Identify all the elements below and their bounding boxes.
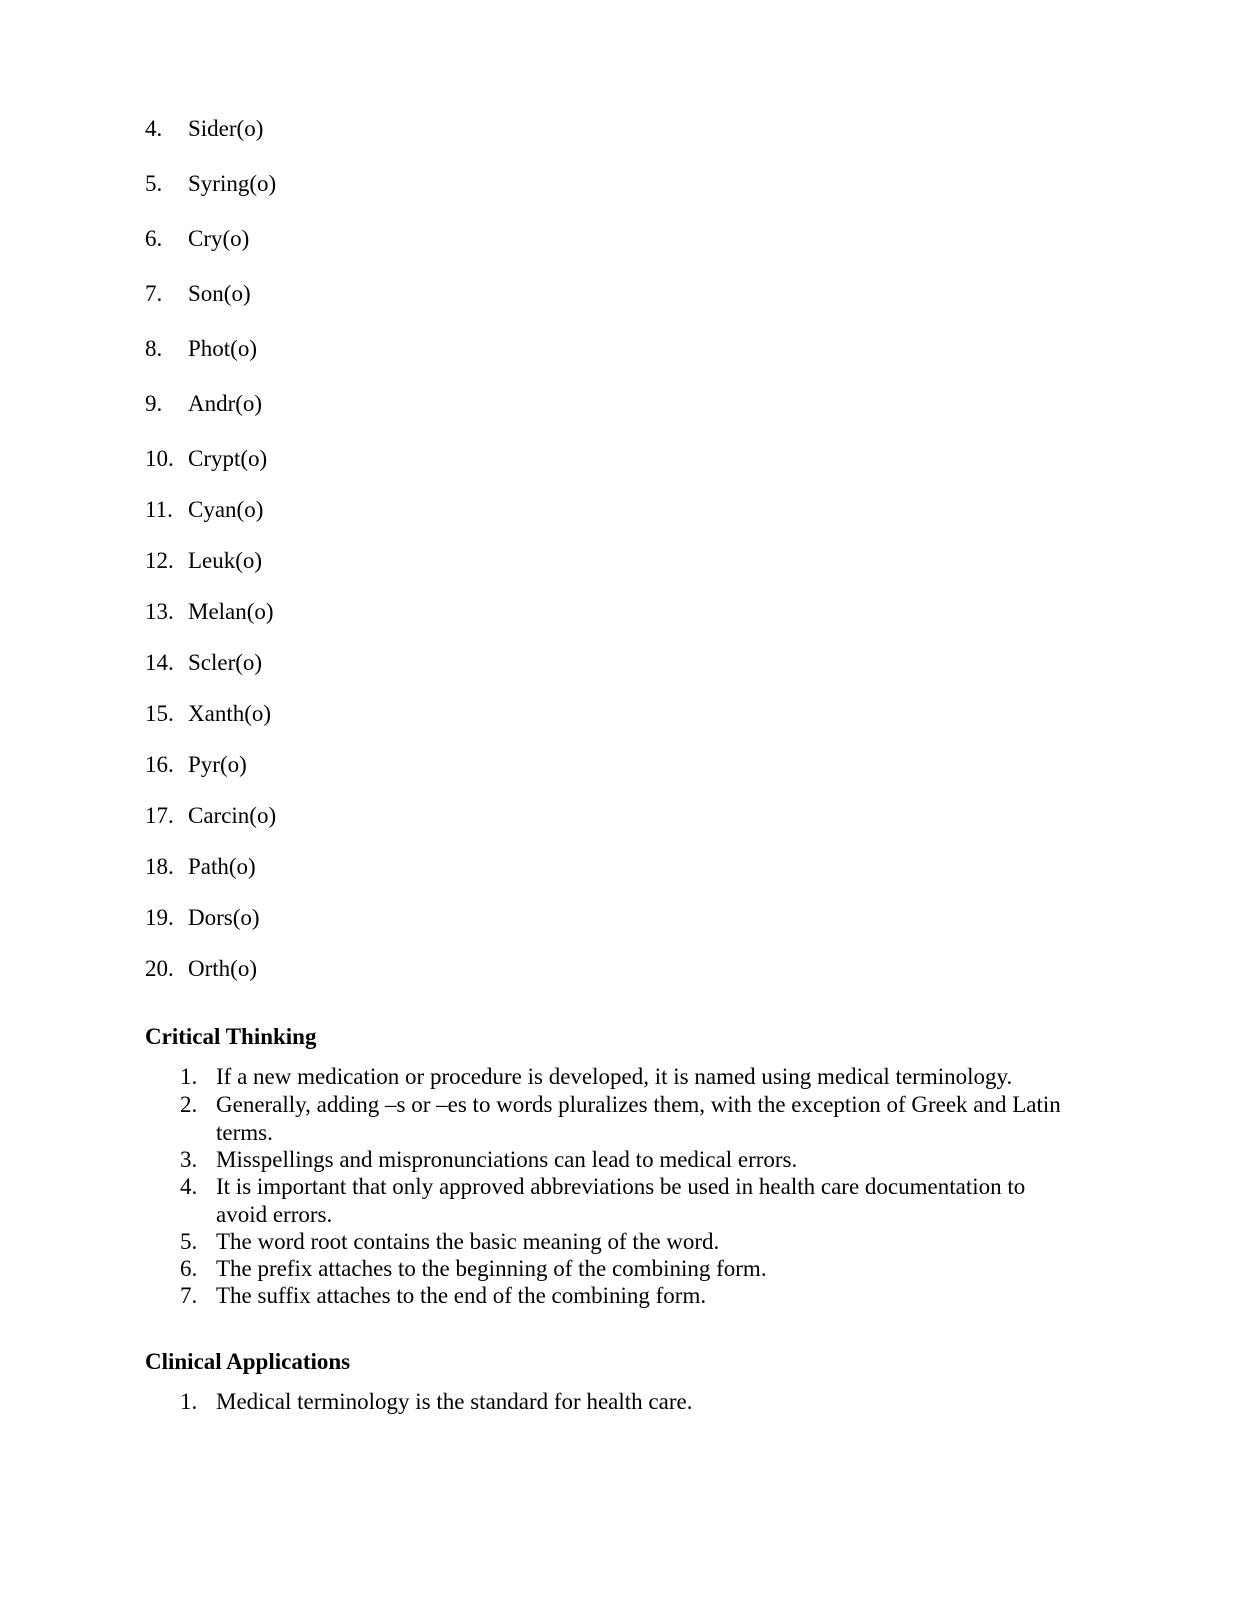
critical-thinking-heading: Critical Thinking	[145, 1024, 317, 1049]
term-text: Dors(o)	[188, 905, 260, 930]
item-text: It is important that only approved abbreviations be used in health care documentation to avoid errors.	[216, 1174, 1026, 1227]
item-number: 7.	[180, 1283, 198, 1308]
item-text: Misspellings and mispronunciations can lead to medical errors.	[216, 1147, 798, 1172]
term-number: 16.	[145, 752, 174, 777]
term-text: Carcin(o)	[188, 803, 277, 828]
term-text: Andr(o)	[188, 391, 263, 416]
item-number: 6.	[180, 1256, 198, 1281]
term-number: 15.	[145, 701, 174, 726]
term-text: Syring(o)	[188, 171, 277, 196]
item-text: Medical terminology is the standard for health care.	[216, 1389, 693, 1414]
term-number: 7.	[145, 281, 163, 306]
term-number: 8.	[145, 336, 163, 361]
term-number: 14.	[145, 650, 174, 675]
item-text: The prefix attaches to the beginning of the combining form.	[216, 1256, 767, 1281]
term-text: Son(o)	[188, 281, 251, 306]
term-text: Path(o)	[188, 854, 256, 879]
term-number: 13.	[145, 599, 174, 624]
term-text: Cyan(o)	[188, 497, 264, 522]
critical-thinking-item	[180, 1146, 1080, 1174]
term-number: 10.	[145, 446, 174, 471]
term-number: 20.	[145, 956, 174, 981]
term-number: 6.	[145, 226, 163, 251]
item-number: 4.	[180, 1174, 198, 1199]
critical-thinking-item	[180, 1173, 1080, 1229]
term-number: 17.	[145, 803, 174, 828]
term-text: Pyr(o)	[188, 752, 247, 777]
item-number: 1.	[180, 1064, 198, 1089]
term-number: 11.	[145, 497, 173, 522]
term-number: 5.	[145, 171, 163, 196]
item-text: The word root contains the basic meaning of the word.	[216, 1229, 720, 1254]
term-number: 19.	[145, 905, 174, 930]
term-text: Cry(o)	[188, 226, 250, 251]
term-text: Sider(o)	[188, 116, 264, 141]
clinical-applications-item	[180, 1388, 1080, 1416]
term-number: 4.	[145, 116, 163, 141]
critical-thinking-item	[180, 1282, 1080, 1310]
item-number: 2.	[180, 1092, 198, 1117]
item-text: If a new medication or procedure is developed, it is named using medical terminology.	[216, 1064, 1013, 1089]
term-text: Leuk(o)	[188, 548, 263, 573]
term-text: Crypt(o)	[188, 446, 268, 471]
term-number: 18.	[145, 854, 174, 879]
item-number: 5.	[180, 1229, 198, 1254]
critical-thinking-item	[180, 1091, 1080, 1147]
item-number: 1.	[180, 1389, 198, 1414]
term-text: Scler(o)	[188, 650, 263, 675]
critical-thinking-item	[180, 1063, 1080, 1091]
term-number: 9.	[145, 391, 163, 416]
term-text: Orth(o)	[188, 956, 257, 981]
critical-thinking-item	[180, 1255, 1080, 1283]
critical-thinking-item	[180, 1228, 1080, 1256]
clinical-applications-heading: Clinical Applications	[145, 1349, 351, 1374]
term-text: Xanth(o)	[188, 701, 272, 726]
term-text: Phot(o)	[188, 336, 257, 361]
term-number: 12.	[145, 548, 174, 573]
item-number: 3.	[180, 1147, 198, 1172]
item-text: Generally, adding –s or –es to words pluralizes them, with the exception of Greek and Latin terms.	[216, 1092, 1061, 1145]
term-text: Melan(o)	[188, 599, 274, 624]
item-text: The suffix attaches to the end of the combining form.	[216, 1283, 707, 1308]
